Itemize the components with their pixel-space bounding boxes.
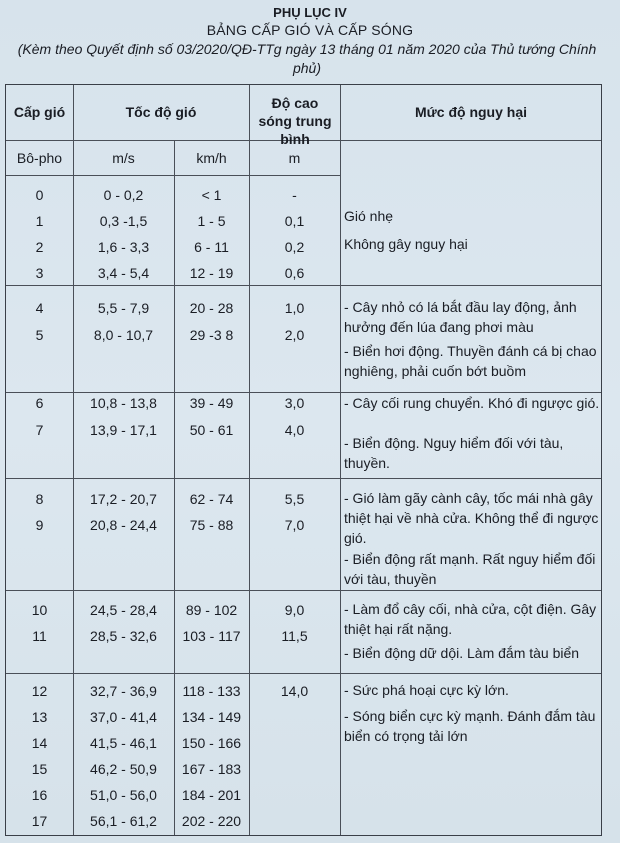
unit-level: Bô-pho	[16, 150, 63, 166]
ms-cell: 8,0 - 10,7	[93, 327, 154, 343]
ms-cell: 17,2 - 20,7	[90, 491, 157, 507]
ms-cell: 10,8 - 13,8	[90, 395, 157, 411]
description-text: Gió nhẹ	[344, 208, 394, 224]
row-divider	[6, 590, 601, 591]
level-cell: 6	[35, 395, 44, 411]
description-text: - Cây cối rung chuyển. Khó đi ngược gió.	[344, 395, 600, 411]
kmh-cell: 202 - 220	[181, 813, 242, 829]
level-cell: 1	[35, 213, 44, 229]
appendix-label: PHỤ LỤC IV	[273, 5, 347, 20]
ms-cell: 13,9 - 17,1	[90, 422, 157, 438]
wave-cell: 2,0	[284, 327, 305, 343]
description-text: - Biển động. Nguy hiểm đối với tàu, thuyền.	[344, 435, 564, 471]
level-cell: 11	[32, 628, 47, 644]
kmh-cell: 118 - 133	[182, 683, 241, 699]
ms-cell: 24,5 - 28,4	[90, 602, 157, 618]
ms-cell: 28,5 - 32,6	[90, 628, 157, 644]
kmh-cell: 184 - 201	[181, 787, 242, 803]
table-title: BẢNG CẤP GIÓ VÀ CẤP SÓNG	[206, 22, 414, 38]
level-cell: 13	[31, 709, 48, 725]
row-divider	[6, 478, 601, 479]
wave-cell: -	[292, 187, 297, 203]
unit-ms: m/s	[112, 150, 135, 166]
unit-kmh: km/h	[196, 150, 227, 166]
description-text: - Sức phá hoại cực kỳ lớn.	[344, 682, 509, 698]
ms-cell: 46,2 - 50,9	[90, 761, 157, 777]
wave-cell: 0,1	[284, 213, 305, 229]
level-cell: 0	[35, 187, 44, 203]
wave-cell: 11,5	[281, 628, 308, 644]
wave-cell: 5,5	[284, 491, 305, 507]
kmh-cell: 50 - 61	[189, 422, 234, 438]
kmh-cell: < 1	[201, 187, 222, 203]
level-cell: 8	[35, 491, 44, 507]
level-cell: 2	[35, 239, 44, 255]
ms-cell: 1,6 - 3,3	[97, 239, 150, 255]
wave-cell: 9,0	[284, 602, 305, 618]
kmh-cell: 167 - 183	[181, 761, 242, 777]
wave-cell: 0,2	[284, 239, 305, 255]
level-cell: 3	[35, 265, 44, 281]
ms-cell: 0,3 -1,5	[99, 213, 148, 229]
level-cell: 9	[35, 517, 44, 533]
wave-cell: 1,0	[284, 300, 305, 316]
wave-cell: 0,6	[284, 265, 305, 281]
ms-cell: 56,1 - 61,2	[90, 813, 157, 829]
kmh-cell: 75 - 88	[189, 517, 234, 533]
kmh-cell: 103 - 117	[182, 628, 241, 644]
row-divider	[6, 673, 601, 674]
ms-cell: 32,7 - 36,9	[90, 683, 157, 699]
kmh-cell: 89 - 102	[185, 602, 238, 618]
kmh-cell: 134 - 149	[181, 709, 242, 725]
header-level: Cấp gió	[13, 104, 66, 120]
description-text: - Biển hơi động. Thuyền đánh cá bị chao nghiêng, phải cuốn bớt buồm	[344, 343, 597, 379]
description-text: - Biển động rất mạnh. Rất nguy hiểm đối với tàu, thuyền	[344, 551, 596, 587]
kmh-cell: 20 - 28	[189, 300, 234, 316]
kmh-cell: 150 - 166	[181, 735, 242, 751]
description-text: - Sóng biển cực kỳ mạnh. Đánh đắm tàu biển có trọng tải lớn	[344, 708, 596, 744]
ms-cell: 37,0 - 41,4	[90, 709, 157, 725]
col-divider	[340, 85, 341, 835]
level-cell: 7	[35, 422, 44, 438]
wave-cell: 3,0	[284, 395, 305, 411]
kmh-cell: 6 - 11	[194, 239, 229, 255]
header-wave: Độ cao sóng trung bình	[258, 95, 332, 147]
kmh-cell: 39 - 49	[189, 395, 234, 411]
description-text: - Gió làm gãy cành cây, tốc mái nhà gây thiệt hại về nhà cửa. Không thể đi ngược gió.	[344, 490, 599, 546]
wave-cell: 7,0	[284, 517, 305, 533]
description-text: - Cây nhỏ có lá bắt đầu lay động, ảnh hưởng đến lúa đang phơi màu	[344, 299, 577, 335]
kmh-cell: 62 - 74	[189, 491, 234, 507]
description-text: - Biển động dữ dội. Làm đắm tàu biển	[344, 645, 580, 661]
level-cell: 14	[31, 735, 48, 751]
kmh-cell: 29 -3 8	[189, 327, 234, 343]
level-cell: 17	[31, 813, 48, 829]
kmh-cell: 12 - 19	[189, 265, 234, 281]
table-subtitle: (Kèm theo Quyết định số 03/2020/QĐ-TTg ngày 13 tháng 01 năm 2020 của Thủ tướng Chính phủ)	[17, 41, 597, 76]
ms-cell: 5,5 - 7,9	[97, 300, 150, 316]
level-cell: 4	[35, 300, 44, 316]
level-cell: 16	[31, 787, 48, 803]
unit-wave: m	[288, 150, 301, 166]
description-text: - Làm đổ cây cối, nhà cửa, cột điện. Gây thiệt hại rất nặng.	[344, 601, 597, 637]
wave-cell: 4,0	[284, 422, 305, 438]
level-cell: 10	[31, 602, 48, 618]
level-cell: 5	[35, 327, 44, 343]
header-speed: Tốc độ gió	[125, 104, 197, 120]
ms-cell: 3,4 - 5,4	[97, 265, 150, 281]
level-cell: 12	[31, 683, 48, 699]
ms-cell: 51,0 - 56,0	[90, 787, 157, 803]
description-text: Không gây nguy hại	[344, 236, 468, 252]
ms-cell: 20,8 - 24,4	[90, 517, 157, 533]
kmh-cell: 1 - 5	[197, 213, 226, 229]
level-cell: 15	[31, 761, 48, 777]
ms-cell: 0 - 0,2	[103, 187, 144, 203]
ms-cell: 41,5 - 46,1	[90, 735, 157, 751]
row-divider	[6, 285, 601, 286]
wind-wave-table	[5, 84, 602, 836]
row-divider	[6, 175, 341, 176]
header-danger: Mức độ nguy hại	[414, 104, 528, 120]
wave-cell: 14,0	[280, 683, 309, 699]
